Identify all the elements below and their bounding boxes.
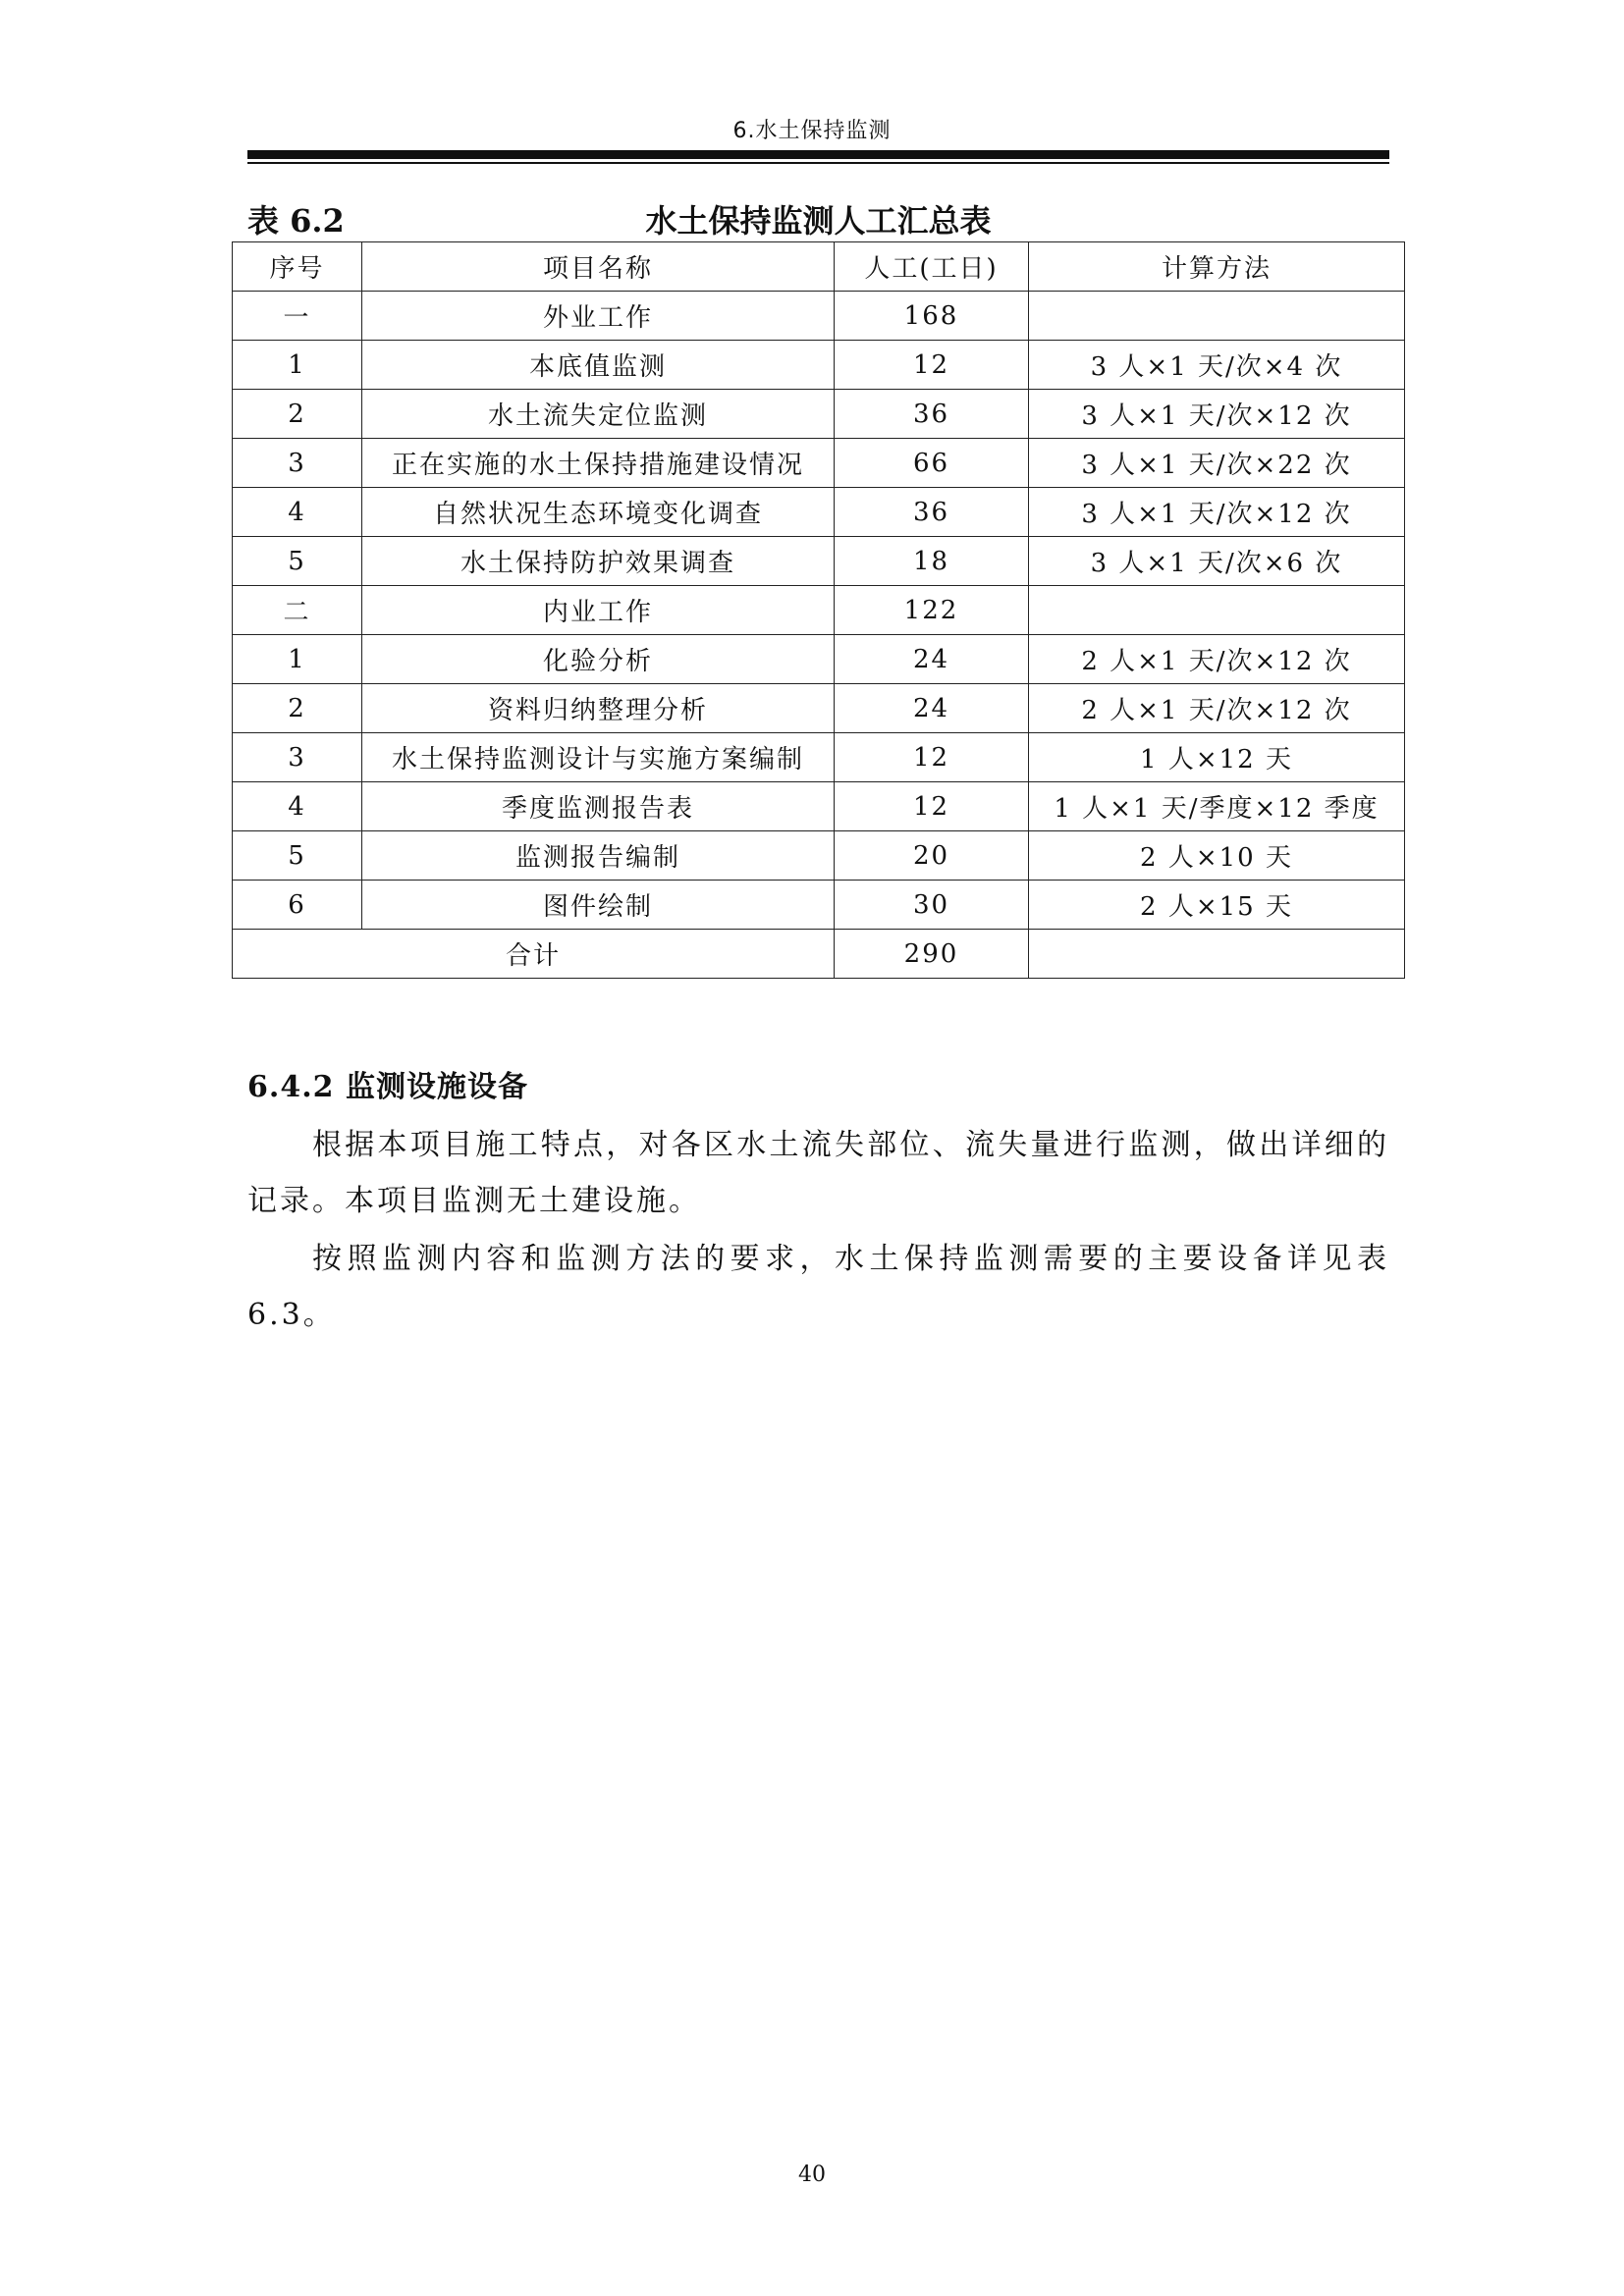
cell-seq: 4 xyxy=(233,782,362,831)
body-paragraph: 按照监测内容和监测方法的要求，水土保持监测需要的主要设备详见表 6.3。 xyxy=(247,1242,1389,1332)
cell-method: 3 人×1 天/次×6 次 xyxy=(1029,537,1405,586)
column-header-labor: 人工(工日) xyxy=(835,242,1029,292)
cell-name: 水土流失定位监测 xyxy=(362,390,835,439)
cell-labor: 36 xyxy=(835,390,1029,439)
cell-seq: 二 xyxy=(233,586,362,635)
table-row xyxy=(233,831,1405,881)
table-caption xyxy=(247,196,1389,240)
column-header-seq: 序号 xyxy=(233,242,362,292)
table-row xyxy=(233,488,1405,537)
cell-method: 2 人×15 天 xyxy=(1029,881,1405,930)
cell-method: 1 人×12 天 xyxy=(1029,733,1405,782)
column-header-method: 计算方法 xyxy=(1029,242,1405,292)
table-header-row xyxy=(233,242,1405,292)
cell-name: 监测报告编制 xyxy=(362,831,835,881)
table-row xyxy=(233,684,1405,733)
cell-seq: 6 xyxy=(233,881,362,930)
cell-name: 本底值监测 xyxy=(362,341,835,390)
cell-seq: 4 xyxy=(233,488,362,537)
table-row xyxy=(233,733,1405,782)
total-labor: 290 xyxy=(835,930,1029,979)
cell-method: 2 人×1 天/次×12 次 xyxy=(1029,684,1405,733)
cell-name: 正在实施的水土保持措施建设情况 xyxy=(362,439,835,488)
page-number: 40 xyxy=(798,2163,826,2187)
cell-labor: 24 xyxy=(835,635,1029,684)
cell-seq: 2 xyxy=(233,390,362,439)
running-header: 6.水土保持监测 xyxy=(732,119,892,143)
table-row xyxy=(233,635,1405,684)
column-header-name: 项目名称 xyxy=(362,242,835,292)
cell-labor: 30 xyxy=(835,881,1029,930)
cell-seq: 2 xyxy=(233,684,362,733)
cell-name: 自然状况生态环境变化调查 xyxy=(362,488,835,537)
cell-seq: 一 xyxy=(233,292,362,341)
table-row xyxy=(233,881,1405,930)
cell-name: 资料归纳整理分析 xyxy=(362,684,835,733)
table-number: 表 6.2 xyxy=(247,202,345,240)
cell-labor: 36 xyxy=(835,488,1029,537)
table-row xyxy=(233,292,1405,341)
body-paragraph: 根据本项目施工特点，对各区水土流失部位、流失量进行监测，做出详细的记录。本项目监测无土建设施。 xyxy=(247,1128,1389,1218)
cell-method: 2 人×1 天/次×12 次 xyxy=(1029,635,1405,684)
cell-seq: 5 xyxy=(233,831,362,881)
cell-labor: 18 xyxy=(835,537,1029,586)
table-row xyxy=(233,439,1405,488)
cell-labor: 168 xyxy=(835,292,1029,341)
cell-labor: 122 xyxy=(835,586,1029,635)
cell-method: 2 人×10 天 xyxy=(1029,831,1405,881)
cell-name: 化验分析 xyxy=(362,635,835,684)
cell-seq: 3 xyxy=(233,439,362,488)
table-row xyxy=(233,537,1405,586)
cell-seq: 1 xyxy=(233,341,362,390)
cell-method: 3 人×1 天/次×4 次 xyxy=(1029,341,1405,390)
cell-seq: 1 xyxy=(233,635,362,684)
table-row xyxy=(233,586,1405,635)
table-title: 水土保持监测人工汇总表 xyxy=(645,202,992,240)
cell-method: 3 人×1 天/次×22 次 xyxy=(1029,439,1405,488)
table-row xyxy=(233,390,1405,439)
cell-seq: 5 xyxy=(233,537,362,586)
cell-labor: 12 xyxy=(835,782,1029,831)
section-heading: 6.4.2 监测设施设备 xyxy=(247,1070,528,1104)
cell-labor: 12 xyxy=(835,733,1029,782)
header-rule-thick xyxy=(247,150,1389,159)
cell-method: 3 人×1 天/次×12 次 xyxy=(1029,390,1405,439)
cell-labor: 20 xyxy=(835,831,1029,881)
header-rule-thin xyxy=(247,162,1389,164)
cell-name: 图件绘制 xyxy=(362,881,835,930)
cell-name: 水土保持监测设计与实施方案编制 xyxy=(362,733,835,782)
labor-summary-table xyxy=(232,241,1405,979)
cell-name: 内业工作 xyxy=(362,586,835,635)
cell-name: 外业工作 xyxy=(362,292,835,341)
table-total-row xyxy=(233,930,1405,979)
cell-method: 1 人×1 天/季度×12 季度 xyxy=(1029,782,1405,831)
cell-seq: 3 xyxy=(233,733,362,782)
cell-method xyxy=(1029,292,1405,341)
cell-method: 3 人×1 天/次×12 次 xyxy=(1029,488,1405,537)
total-label: 合计 xyxy=(233,930,835,979)
cell-name: 水土保持防护效果调查 xyxy=(362,537,835,586)
cell-name: 季度监测报告表 xyxy=(362,782,835,831)
table-row xyxy=(233,782,1405,831)
table-row xyxy=(233,341,1405,390)
cell-labor: 12 xyxy=(835,341,1029,390)
cell-method xyxy=(1029,586,1405,635)
total-method xyxy=(1029,930,1405,979)
cell-labor: 66 xyxy=(835,439,1029,488)
cell-labor: 24 xyxy=(835,684,1029,733)
